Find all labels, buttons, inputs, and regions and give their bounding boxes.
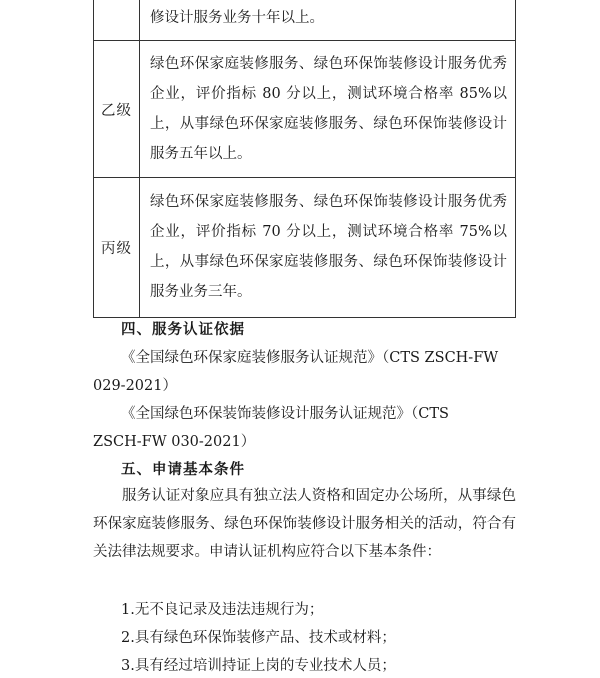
reference-2-line-2: ZSCH-FW 030-2021） xyxy=(93,434,256,450)
table-row xyxy=(94,178,516,318)
grade-description-cell: 绿色环保家庭装修服务、绿色环保饰装修设计服务优秀企业，评价指标 80 分以上，测试环境合格率 85%以上，从事绿色环保家庭装修服务、绿色环保饰装修设计服务五年以上。 xyxy=(140,41,516,178)
grade-level-cell: 乙级 xyxy=(94,41,140,178)
grade-level-cell: 丙级 xyxy=(94,178,140,318)
table-row xyxy=(94,0,516,41)
reference-1-line-2: 029-2021） xyxy=(93,378,177,394)
section-4-heading: 四、服务认证依据 xyxy=(121,322,245,338)
reference-1-line-1: 《全国绿色环保家庭装修服务认证规范》（CTS ZSCH-FW xyxy=(121,350,499,366)
grade-table xyxy=(93,0,516,318)
table-row xyxy=(94,41,516,178)
grade-description-cell: 绿色环保家庭装修服务、绿色环保饰装修设计服务优秀企业，评价指标 70 分以上，测试环境合格率 75%以上，从事绿色环保家庭装修服务、绿色环保饰装修设计服务业务三年。 xyxy=(140,178,516,318)
condition-item: 1.无不良记录及违法违规行为； xyxy=(121,602,324,618)
section-5-heading: 五、申请基本条件 xyxy=(121,462,245,478)
condition-item: 3.具有经过培训持证上岗的专业技术人员； xyxy=(121,658,396,674)
grade-level-cell xyxy=(94,0,140,41)
condition-item: 2.具有绿色环保饰装修产品、技术或材料； xyxy=(121,630,396,646)
grade-description-cell: 修设计服务业务十年以上。 xyxy=(140,0,516,41)
reference-2-line-1: 《全国绿色环保装饰装修设计服务认证规范》（CTS xyxy=(121,406,449,422)
section-5-intro: 服务认证对象应具有独立法人资格和固定办公场所，从事绿色环保家庭装修服务、绿色环保饰装修设计服务相关的活动，符合有关法律法规要求。申请认证机构应符合以下基本条件： xyxy=(93,488,516,560)
